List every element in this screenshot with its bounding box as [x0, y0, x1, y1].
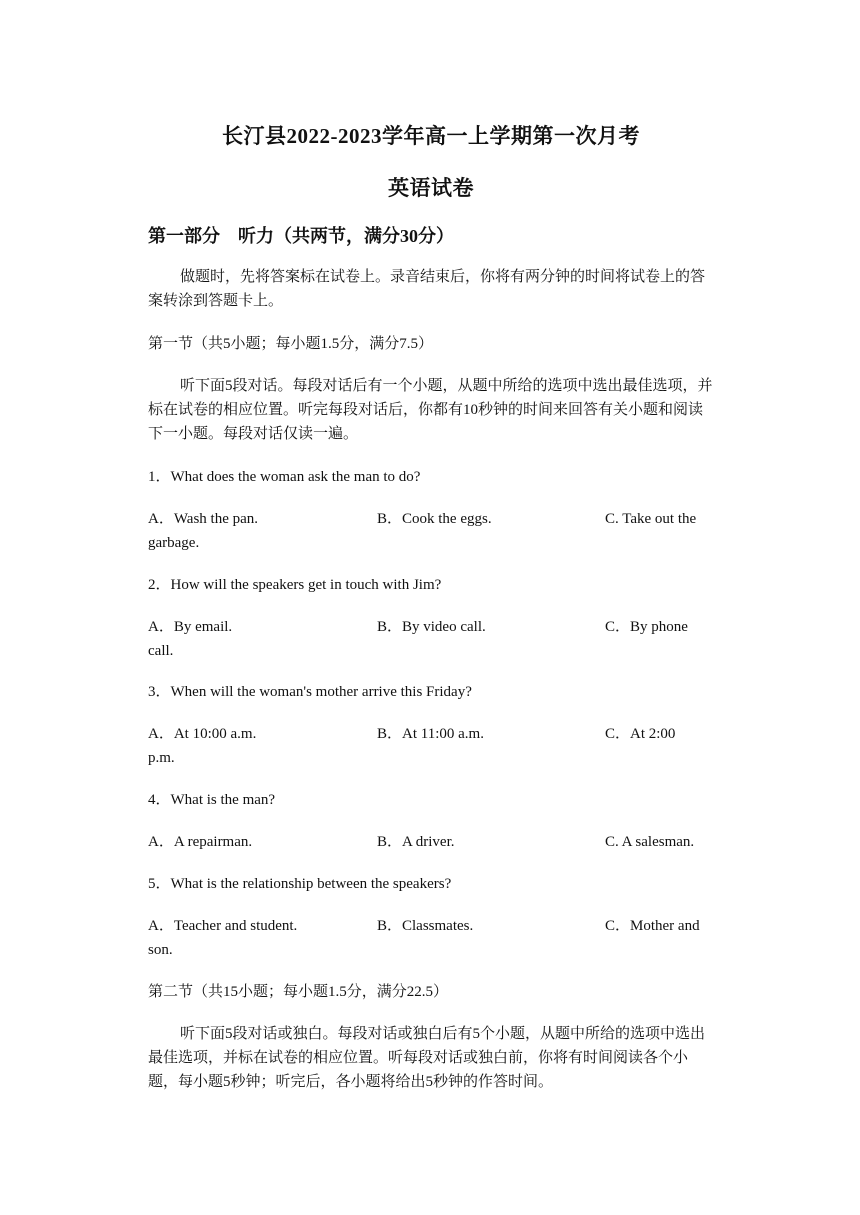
section1-heading: 第一节（共5小题；每小题1.5分，满分7.5） — [148, 336, 434, 352]
part1-instruction: 做题时，先将答案标在试卷上。录音结束后，你将有两分钟的时间将试卷上的答案转涂到答题卡上。 — [148, 269, 706, 309]
section2-instruction: 听下面5段对话或独白。每段对话或独白后有5个小题，从题中所给的选项中选出最佳选项，并标在试卷的相应位置。听每段对话或独白前，你将有时间阅读各个小题，每小题5秒钟；听完后，各小题将给出5秒钟的作答时间。 — [148, 1026, 706, 1090]
question-2-stem: 2．How will the speakers get in touch with Jim? — [148, 577, 442, 593]
question-3-option-a: A．At 10:00 a.m. — [148, 726, 257, 742]
question-3-option-c-wrap: p.m. — [148, 750, 175, 766]
question-2-option-c-wrap: call. — [148, 643, 174, 659]
question-4-option-b: B．A driver. — [377, 834, 455, 850]
question-5-option-a: A．Teacher and student. — [148, 918, 298, 934]
question-5-option-b: B．Classmates. — [377, 918, 474, 934]
question-1-option-a: A．Wash the pan. — [148, 511, 259, 527]
question-1-option-c-wrap: garbage. — [148, 535, 200, 551]
question-5-option-c-wrap: son. — [148, 942, 173, 958]
question-1-stem: 1．What does the woman ask the man to do? — [148, 469, 421, 485]
exam-subtitle: 英语试卷 — [388, 176, 474, 200]
question-3-option-c: C．At 2:00 — [605, 726, 676, 742]
question-3-option-b: B．At 11:00 a.m. — [377, 726, 484, 742]
part1-heading: 第一部分 听力（共两节，满分30分） — [148, 226, 454, 246]
question-1-option-b: B．Cook the eggs. — [377, 511, 492, 527]
question-1-option-c: C. Take out the — [605, 511, 697, 527]
question-2-option-c: C．By phone — [605, 619, 688, 635]
section2-heading: 第二节（共15小题；每小题1.5分，满分22.5） — [148, 984, 449, 1000]
question-4-stem: 4．What is the man? — [148, 792, 276, 808]
question-5-stem: 5．What is the relationship between the speakers? — [148, 876, 452, 892]
question-4-option-a: A．A repairman. — [148, 834, 253, 850]
exam-title: 长汀县2022-2023学年高一上学期第一次月考 — [222, 124, 640, 148]
question-2-option-b: B．By video call. — [377, 619, 486, 635]
question-4-option-c: C. A salesman. — [605, 834, 695, 850]
question-5-option-c: C．Mother and — [605, 918, 700, 934]
section1-instruction: 听下面5段对话。每段对话后有一个小题，从题中所给的选项中选出最佳选项，并标在试卷的相应位置。听完每段对话后，你都有10秒钟的时间来回答有关小题和阅读下一小题。每段对话仅读一遍。 — [148, 378, 713, 442]
question-2-option-a: A．By email. — [148, 619, 233, 635]
question-3-stem: 3．When will the woman's mother arrive this Friday? — [148, 684, 472, 700]
